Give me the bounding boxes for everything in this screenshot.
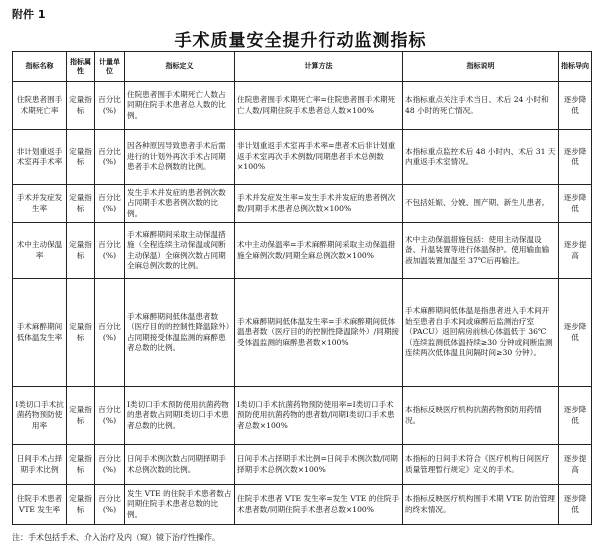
header-row (13, 52, 592, 82)
indicator-unit: 百分比(%) (95, 82, 125, 130)
indicator-definition: 发生 VTE 的住院手术患者数占同期住院手术患者总数的比例。 (125, 485, 235, 525)
indicator-table (12, 51, 592, 525)
indicator-method: 术中主动保温率=手术麻醉期间采取主动保温措施全麻例次数/同期全麻总例次数×100% (235, 223, 403, 279)
table-row (13, 185, 592, 223)
table-row (13, 485, 592, 525)
indicator-note: 本指标重点关注手术当日、术后 24 小时和 48 小时的死亡情况。 (403, 82, 559, 130)
indicator-unit: 百分比(%) (95, 485, 125, 525)
indicator-note: 不包括妊娠、分娩、围产期、新生儿患者。 (403, 185, 559, 223)
indicator-unit: 百分比(%) (95, 445, 125, 485)
attachment-label: 附件 1 (12, 8, 46, 21)
indicator-direction: 逐步提高 (559, 223, 592, 279)
indicator-note: 术中主动保温措施包括：使用主动保温设备、升温装置等进行体温保护。使用输血输液加温装置加温至 37℃后再输注。 (403, 223, 559, 279)
indicator-definition: 因各种原因导致患者手术后需进行的计划外再次手术占同期患者手术总例数的比例。 (125, 130, 235, 185)
indicator-note: 本指标的日间手术符合《医疗机构日间医疗质量管理暂行规定》定义的手术。 (403, 445, 559, 485)
header-attr: 指标属性 (67, 52, 95, 82)
indicator-attr: 定量指标 (67, 485, 95, 525)
indicator-name: 手术并发症发生率 (13, 185, 67, 223)
indicator-definition: 手术麻醉期间采取主动保温措施（全程连续主动保温或间断主动保温）全麻例次数占同期全麻总例次数的比例。 (125, 223, 235, 279)
header-unit: 计量单位 (95, 52, 125, 82)
indicator-method: 手术麻醉期间低体温发生率=手术麻醉期间低体温患者数（医疗目的的控制性降温除外）/同期接受体温监测的麻醉患者数×100% (235, 279, 403, 387)
table-row (13, 82, 592, 130)
indicator-method: 日间手术占择期手术比例=日间手术例次数/同期择期手术总例次数×100% (235, 445, 403, 485)
table-footnote: 注：手术包括手术、介入治疗及内（窥）镜下治疗性操作。 (12, 533, 220, 542)
indicator-attr: 定量指标 (67, 223, 95, 279)
header-note: 指标说明 (403, 52, 559, 82)
indicator-note: 本指标反映医疗机构围手术期 VTE 防治管理的终末情况。 (403, 485, 559, 525)
indicator-definition: Ⅰ类切口手术预防使用抗菌药物的患者数占同期Ⅰ类切口手术患者总数的比例。 (125, 387, 235, 445)
indicator-direction: 逐步降低 (559, 185, 592, 223)
indicator-definition: 住院患者围手术期死亡人数占同期住院手术患者总人数的比例。 (125, 82, 235, 130)
indicator-attr: 定量指标 (67, 445, 95, 485)
indicator-name: 术中主动保温率 (13, 223, 67, 279)
indicator-attr: 定量指标 (67, 130, 95, 185)
indicator-direction: 逐步降低 (559, 485, 592, 525)
indicator-direction: 逐步降低 (559, 130, 592, 185)
indicator-unit: 百分比(%) (95, 185, 125, 223)
indicator-note: 本指标反映医疗机构抗菌药物预防用药情况。 (403, 387, 559, 445)
indicator-method: Ⅰ类切口手术抗菌药物预防使用率=Ⅰ类切口手术预防使用抗菌药物的患者数/同期Ⅰ类切口手术患者总数×100% (235, 387, 403, 445)
indicator-method: 手术并发症发生率=发生手术并发症的患者例次数/同期手术患者总例次数×100% (235, 185, 403, 223)
indicator-name: 住院患者围手术期死亡率 (13, 82, 67, 130)
table-row (13, 445, 592, 485)
table-row (13, 223, 592, 279)
indicator-name: Ⅰ类切口手术抗菌药物预防使用率 (13, 387, 67, 445)
indicator-method: 住院手术患者 VTE 发生率=发生 VTE 的住院手术患者数/同期住院手术患者总数×100% (235, 485, 403, 525)
indicator-note: 本指标重点监控术后 48 小时内、术后 31 天内重返手术室情况。 (403, 130, 559, 185)
table-row (13, 387, 592, 445)
indicator-direction: 逐步降低 (559, 82, 592, 130)
page-title: 手术质量安全提升行动监测指标 (174, 31, 427, 51)
indicator-attr: 定量指标 (67, 387, 95, 445)
indicator-definition: 手术麻醉期间低体温患者数（医疗目的的控制性降温除外）占同期接受体温监测的麻醉患者总数的比例。 (125, 279, 235, 387)
table-row (13, 130, 592, 185)
indicator-direction: 逐步降低 (559, 387, 592, 445)
indicator-attr: 定量指标 (67, 82, 95, 130)
header-def: 指标定义 (125, 52, 235, 82)
header-method: 计算方法 (235, 52, 403, 82)
indicator-unit: 百分比(%) (95, 387, 125, 445)
table-row (13, 279, 592, 387)
indicator-unit: 百分比(%) (95, 223, 125, 279)
indicator-name: 非计划重返手术室再手术率 (13, 130, 67, 185)
indicator-name: 日间手术占择期手术比例 (13, 445, 67, 485)
indicator-definition: 发生手术并发症的患者例次数占同期手术患者例次数的比例。 (125, 185, 235, 223)
indicator-unit: 百分比(%) (95, 279, 125, 387)
header-dir: 指标导向 (559, 52, 592, 82)
header-name: 指标名称 (13, 52, 67, 82)
indicator-method: 非计划重返手术室再手术率=患者术后非计划重返手术室再次手术例数/同期患者手术总例数×100% (235, 130, 403, 185)
indicator-attr: 定量指标 (67, 279, 95, 387)
indicator-unit: 百分比(%) (95, 130, 125, 185)
indicator-name: 手术麻醉期间低体温发生率 (13, 279, 67, 387)
indicator-direction: 逐步降低 (559, 279, 592, 387)
indicator-name: 住院手术患者 VTE 发生率 (13, 485, 67, 525)
indicator-direction: 逐步提高 (559, 445, 592, 485)
indicator-note: 手术麻醉期间低体温是指患者进入手术间开始至患者自手术间或麻醉后监测治疗室（PACU）返回病房前核心体温低于 36℃（连续监测低体温持续≥30 分钟或间断监测连续两次低体温且间隔时间≥30 分钟）。 (403, 279, 559, 387)
indicator-definition: 日间手术例次数占同期择期手术总例次数的比例。 (125, 445, 235, 485)
indicator-method: 住院患者围手术期死亡率=住院患者围手术期死亡人数/同期住院手术患者总人数×100% (235, 82, 403, 130)
indicator-attr: 定量指标 (67, 185, 95, 223)
